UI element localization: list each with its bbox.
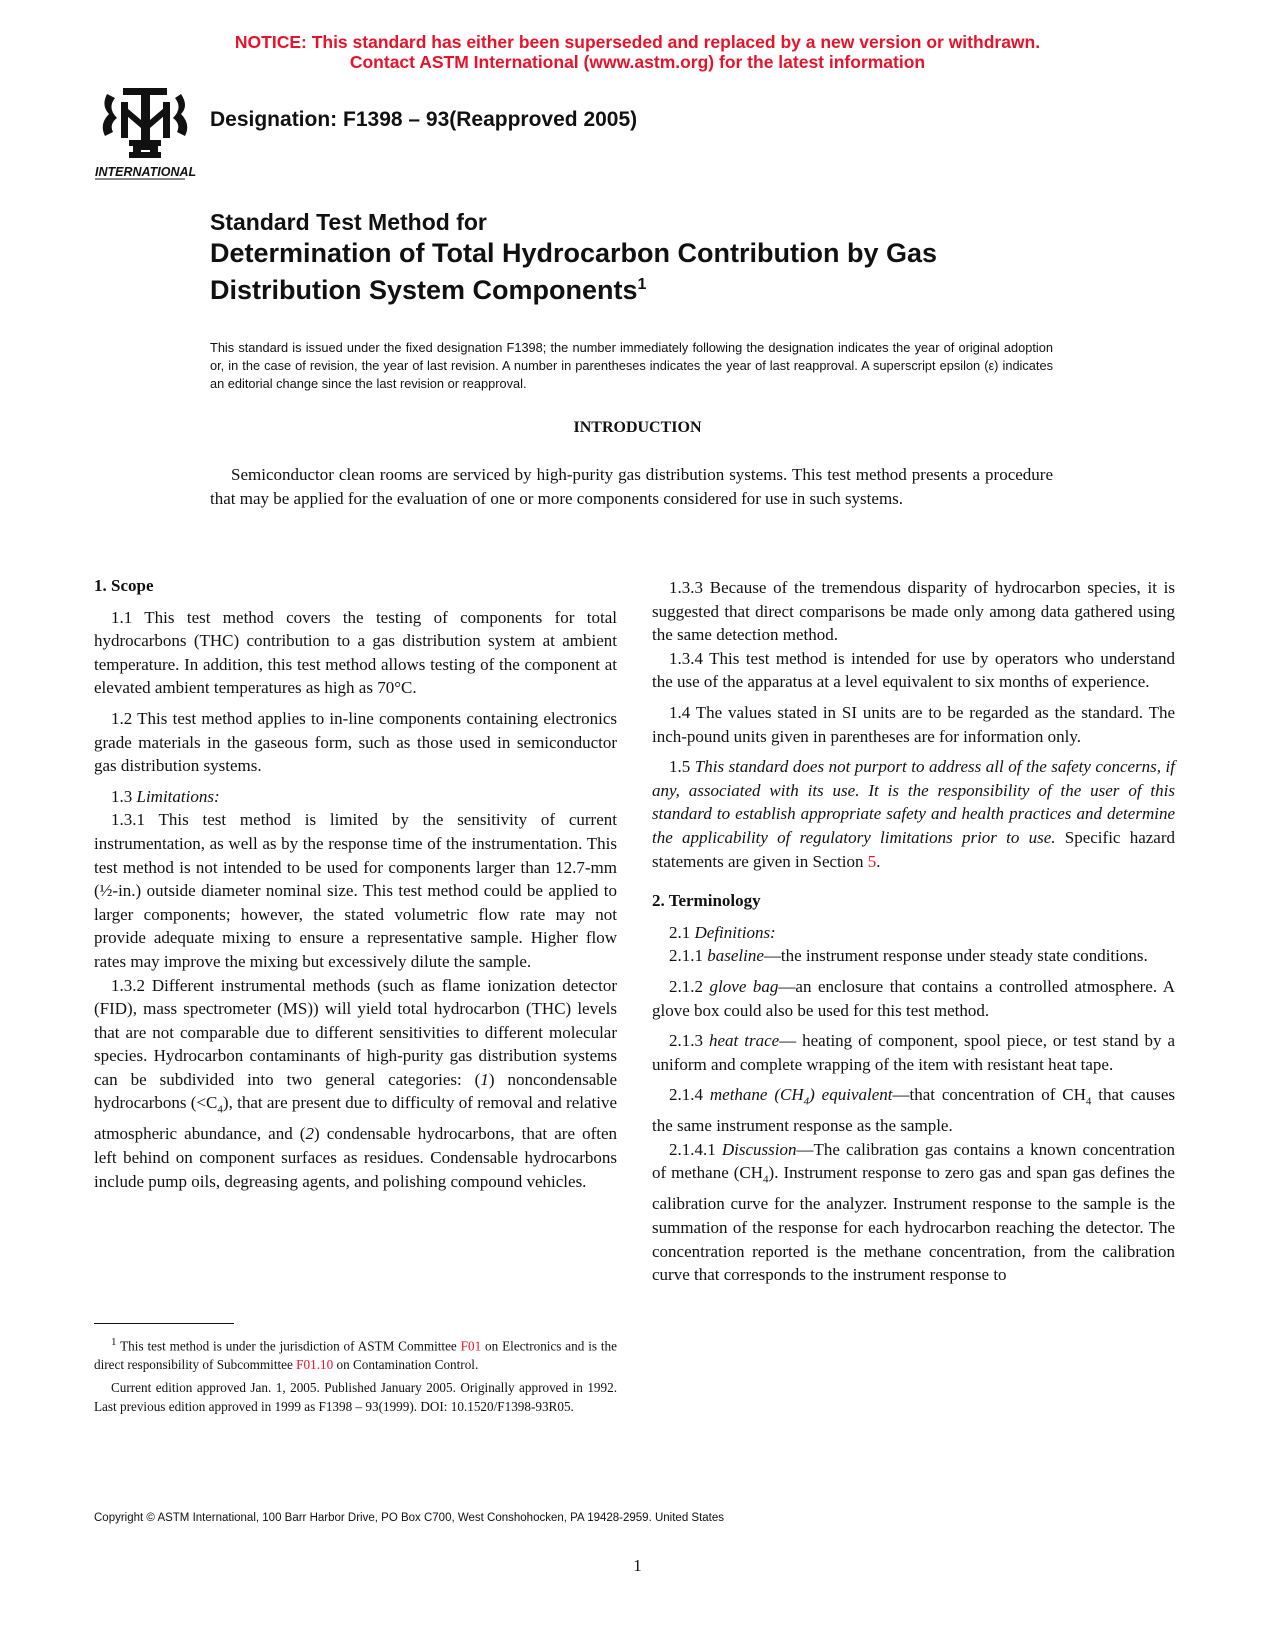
para-1-3-3: 1.3.3 Because of the tremendous disparity of hydrocarbon species, it is suggested that direct comparisons be made only among data gathered using the same detection method. — [652, 578, 1175, 645]
para-2-1-2-number: 2.1.2 — [669, 976, 703, 996]
para-1-3-2 — [94, 974, 617, 1194]
discussion-label: Discussion — [721, 1139, 797, 1159]
definition-baseline: —the instrument response under steady state conditions. — [763, 946, 1148, 966]
para-1-3-2-text-d: ) condensable hydrocarbons, that are often left behind on component surfaces as residues. Condensable hydrocarbons include pump oils, degreasing agents, and polishing compound vehicles. — [94, 1124, 617, 1191]
para-2-1-3-number: 2.1.3 — [669, 1031, 703, 1051]
definition-heat-trace: — heating of component, spool piece, or test stand by a uniform and complete wrapping of the item with resistant heat tape. — [652, 1031, 1176, 1074]
discussion-subscript: 4 — [763, 1173, 769, 1186]
title-footnote-ref[interactable]: 1 — [637, 276, 647, 293]
para-1-3-1: 1.3.1 This test method is limited by the sensitivity of current instrumentation, as well as by the response time of the instrumentation. This test method is not intended to be used for components larger than 12.7-mm (½-in.) outside diameter nominal size. This test method could be applied to larger components; however, the stated volumetric flow rate may not provide adequate mixing to ensure a representative sample. Higher flow rates may improve the mixing but excessively dilute the sample. — [94, 810, 617, 971]
left-column — [94, 574, 617, 1193]
para-1-4: 1.4 The values stated in SI units are to be regarded as the standard. The inch-pound units given in parentheses are for information only. — [652, 702, 1175, 746]
para-1-3-2-text-a: 1.3.2 Different instrumental methods (such as flame ionization detector (FID), mass spectrometer (MS)) will yield total hydrocarbon (THC) levels that are not comparable due to different sensitivities to different molecular species. Hydrocarbon contaminants of high-purity gas distribution systems can be subdivided into two general categories: ( — [94, 975, 617, 1089]
notice-line-2: Contact ASTM International (www.astm.org) for the latest information — [349, 52, 926, 72]
title-line-3-text: Distribution System Components — [210, 275, 638, 305]
footnote-1-text-a: This test method is under the jurisdiction of ASTM Committee — [116, 1338, 461, 1354]
para-1-5-text: Specific hazard statements are given in Section — [652, 827, 1175, 871]
introduction-heading: INTRODUCTION — [573, 419, 702, 436]
term-heat-trace: heat trace — [708, 1031, 780, 1051]
para-2-1 — [652, 921, 1175, 945]
para-1-2: 1.2 This test method applies to in-line components containing electronics grade materials in the gaseous form, such as those used in semiconductor gas distribution systems. — [94, 708, 617, 776]
footnotes — [94, 1333, 617, 1421]
para-1-3-2-enum-2: 2 — [305, 1124, 314, 1144]
page-number: 1 — [633, 1556, 642, 1575]
definition-methane-b: that causes the same instrument response as the sample. — [652, 1085, 1176, 1136]
para-2-1-4 — [652, 1083, 1175, 1138]
notice-line-1: NOTICE: This standard has either been superseded and replaced by a new version or withdrawn. — [234, 32, 1041, 52]
para-1-3-2-enum-1: 1 — [480, 1069, 489, 1089]
title-line-3 — [210, 269, 1110, 306]
para-1-3-number: 1.3 — [111, 786, 133, 806]
right-column — [652, 576, 1175, 1287]
para-1-5 — [652, 755, 1175, 873]
para-1-3-2-subscript: 4 — [217, 1103, 223, 1116]
committee-f01-link[interactable]: F01 — [460, 1338, 482, 1354]
discussion-text-a: —The calibration gas contains a known concentration of methane (CH — [652, 1139, 1175, 1183]
footnote-1-text-c: on Contamination Control. — [333, 1357, 479, 1373]
astm-logo-icon — [93, 80, 203, 180]
para-1-3 — [94, 785, 617, 809]
para-1-3-label: Limitations: — [136, 786, 220, 806]
document-title — [210, 207, 1110, 306]
section-scope-heading: 1. Scope — [94, 576, 154, 595]
definition-methane-a: —that concentration of CH — [892, 1085, 1086, 1105]
footnote-1-mark: 1 — [111, 1336, 117, 1348]
copyright-line: Copyright © ASTM International, 100 Barr Harbor Drive, PO Box C700, West Conshohocken, PA 19428-2959. United States — [94, 1512, 725, 1524]
term-methane-text-a: methane (CH — [709, 1085, 804, 1105]
para-1-5-number: 1.5 — [669, 757, 691, 777]
para-2-1-3 — [652, 1029, 1175, 1076]
term-baseline: baseline — [707, 946, 764, 966]
superseded-notice — [0, 32, 1275, 72]
para-2-1-4-1-number: 2.1.4.1 — [669, 1139, 716, 1159]
footnote-edition: Current edition approved Jan. 1, 2005. Published January 2005. Originally approved in 1992. Last previous edition approved in 1999 as F1398 – 93(1999). DOI: 10.1520/F1398-93R05. — [94, 1379, 617, 1414]
designation: Designation: F1398 – 93(Reapproved 2005) — [210, 108, 638, 131]
title-line-1: Standard Test Method for — [210, 209, 487, 235]
term-methane-text-b: ) equivalent — [809, 1085, 893, 1105]
subcommittee-f01-10-link[interactable]: F01.10 — [296, 1357, 334, 1373]
logo-wordmark: INTERNATIONAL — [95, 165, 197, 179]
footnote-1-text-b: on Electronics and is the direct responsibility of Subcommittee — [94, 1338, 617, 1373]
footnote-1 — [94, 1333, 617, 1375]
para-2-1-label: Definitions: — [694, 922, 776, 942]
definition-methane-subscript: 4 — [1085, 1095, 1092, 1108]
para-2-1-2 — [652, 975, 1175, 1022]
section-5-link[interactable]: 5 — [867, 851, 877, 871]
astm-logo — [93, 80, 203, 180]
para-2-1-4-1 — [652, 1138, 1175, 1287]
para-1-3-4: 1.3.4 This test method is intended for use by operators who understand the use of the apparatus at a level equivalent to six months of experience. — [652, 648, 1175, 692]
discussion-text-b: ). Instrument response to zero gas and span gas defines the calibration curve for the analyzer. Instrument response to the sample is the summation of the response for each hydrocarbon reaching the detector. The concentration reported is the methane concentration, from the calibration curve that corresponds to the instrument response to — [652, 1163, 1175, 1285]
para-1-5-end: . — [876, 851, 881, 871]
para-2-1-1 — [652, 944, 1175, 968]
term-methane-equivalent — [709, 1085, 893, 1108]
para-1-1: 1.1 This test method covers the testing of components for total hydrocarbons (THC) contribution to a gas distribution system at ambient temperature. In addition, this test method allows testing of the component at elevated ambient temperatures as high as 70°C. — [94, 607, 617, 698]
para-1-3-2-text-c: ), that are present due to difficulty of removal and relative atmospheric abundance, and ( — [94, 1093, 618, 1144]
term-glove-bag: glove bag — [709, 976, 779, 996]
issue-note: This standard is issued under the fixed designation F1398; the number immediately following the designation indicates the year of original adoption or, in the case of revision, the year of last revision. A number in parentheses indicates the year of last reapproval. A superscript epsilon (ε) indicates an editorial change since the last revision or reapproval. — [210, 340, 1053, 391]
title-line-2: Determination of Total Hydrocarbon Contribution by Gas — [210, 238, 938, 268]
para-1-5-safety-statement: This standard does not purport to address all of the safety concerns, if any, associated with its use. It is the responsibility of the user of this standard to establish appropriate safety and health practices and determine the applicability of regulatory limitations prior to use. — [652, 757, 1175, 847]
para-1-3-2-text-b: ) noncondensable hydrocarbons (<C — [94, 1069, 618, 1113]
section-terminology-heading: 2. Terminology — [652, 891, 761, 911]
term-methane-subscript: 4 — [803, 1095, 810, 1108]
para-2-1-number: 2.1 — [669, 922, 691, 942]
para-2-1-1-number: 2.1.1 — [669, 946, 703, 966]
definition-glove-bag: —an enclosure that contains a controlled atmosphere. A glove box could also be used for this test method. — [652, 976, 1175, 1020]
footnote-divider — [94, 1323, 234, 1324]
introduction-text: Semiconductor clean rooms are serviced by high-purity gas distribution systems. This test method presents a procedure that may be applied for the evaluation of one or more components considered for use in such systems. — [210, 465, 1053, 508]
para-2-1-4-number: 2.1.4 — [669, 1085, 703, 1105]
